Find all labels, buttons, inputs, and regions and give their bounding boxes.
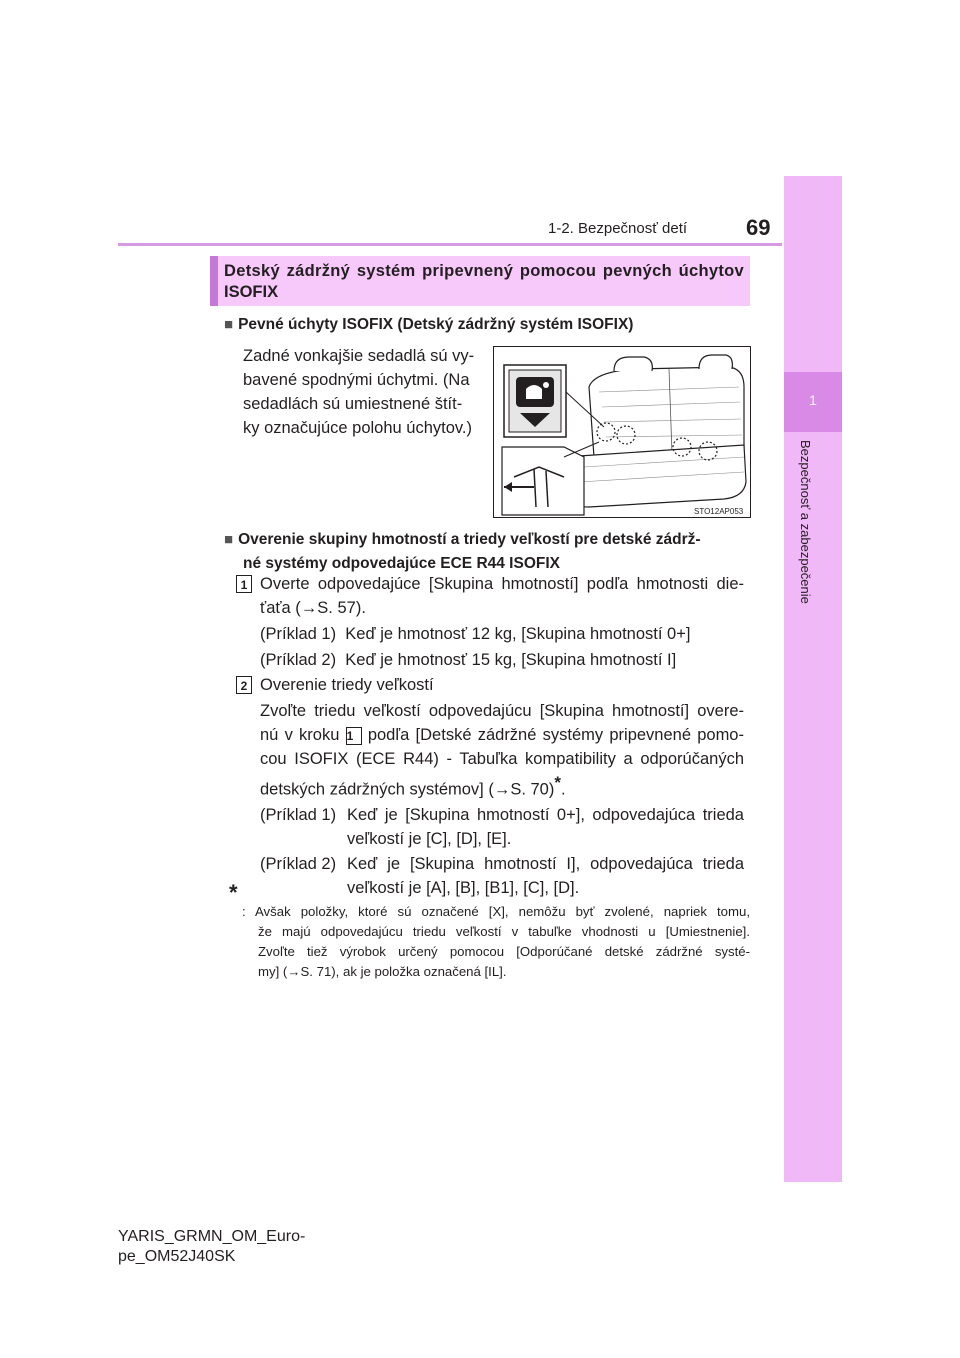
body-line: Zadné vonkajšie sedadlá sú vy-	[243, 347, 475, 365]
step2-example-1-line-1: Keď je [Skupina hmotností 0+], odpovedajúca trieda	[347, 806, 744, 824]
page-number: 69	[746, 215, 771, 240]
step2-example-1-label: (Príklad 1)	[260, 806, 337, 824]
step2-line-3: cou ISOFIX (ECE R44) - Tabuľka kompatibility a odporúčaných	[260, 750, 744, 768]
body-line: sedadlách sú umiestnené štít-	[243, 395, 463, 413]
step2-line-2: nú v kroku 1 podľa [Detské zádržné systémy pripevnené pomo-	[260, 726, 744, 744]
step1-line-1: Overte odpovedajúce [Skupina hmotností] podľa hmotnosti die-	[260, 575, 744, 593]
section1-heading: ■ Pevné úchyty ISOFIX (Detský zádržný systém ISOFIX)	[224, 316, 634, 333]
footnote-marker: *	[229, 880, 238, 905]
chapter-title: Bezpečnosť a zabezpečenie	[798, 440, 813, 604]
section2-heading: ■ Overenie skupiny hmotností a triedy veľkostí pre detské zádrž- né systémy odpovedajúce ECE R44 ISOFIX	[224, 531, 701, 572]
step1-line-2: ťaťa (→S. 57).	[260, 599, 366, 617]
title-line-2: ISOFIX	[224, 283, 279, 301]
step2-example-1-line-2: veľkostí je [C], [D], [E].	[347, 830, 512, 848]
rear-seat-illustration	[494, 347, 750, 517]
body-line: bavené spodnými úchytmi. (Na	[243, 371, 470, 389]
bullet-square: ■	[224, 531, 234, 548]
bullet-square: ■	[224, 316, 234, 333]
step2-example-2-line-2: veľkostí je [A], [B], [B1], [C], [D].	[347, 879, 580, 897]
step1-example-1: (Príklad 1) Keď je hmotnosť 12 kg, [Skupina hmotností 0+]	[260, 625, 691, 643]
step-ref-box: 1	[346, 727, 362, 745]
step2-line-1: Zvoľte triedu veľkostí odpovedajúcu [Skupina hmotností] overe-	[260, 702, 744, 720]
footnote-line-2: že majú odpovedajúcu triedu veľkostí v tabuľke vhodnosti u [Umiestnenie].	[258, 924, 750, 939]
footnote-line-3: Zvoľte tiež výrobok určený pomocou [Odporúčané detské zádržné systé-	[258, 944, 750, 959]
isofix-seat-figure	[493, 346, 751, 518]
footnote-star: *	[554, 773, 561, 792]
document-code: YARIS_GRMN_OM_Euro- pe_OM52J40SK	[118, 1228, 306, 1265]
chapter-number: 1	[809, 392, 817, 408]
section1-body	[243, 344, 474, 440]
body-line: ky označujúce polohu úchytov.)	[243, 419, 472, 437]
side-tab-strip	[784, 176, 842, 1182]
step2-line-4: detských zádržných systémov] (→S. 70)*.	[260, 773, 566, 799]
step-number-2: 2	[236, 676, 252, 694]
step1-example-2: (Príklad 2) Keď je hmotnosť 15 kg, [Skupina hmotností I]	[260, 651, 677, 669]
figure-code: STO12AP053	[694, 507, 744, 516]
footnote-line-1: : Avšak položky, ktoré sú označené [X], nemôžu byť zvolené, napriek tomu,	[242, 904, 750, 919]
step2-example-2-line-1: Keď je [Skupina hmotností I], odpovedajúca trieda	[347, 855, 744, 873]
step-number-1: 1	[236, 575, 252, 593]
step2-title: Overenie triedy veľkostí	[260, 676, 434, 694]
step2-example-2-label: (Príklad 2)	[260, 855, 337, 873]
footnote-line-4: my] (→S. 71), ak je položka označená [IL].	[258, 964, 507, 979]
section-header: 1-2. Bezpečnosť detí	[548, 220, 688, 237]
header-rule	[118, 243, 782, 246]
title-line-1: Detský zádržný systém pripevnený pomocou pevných úchytov	[224, 262, 744, 280]
